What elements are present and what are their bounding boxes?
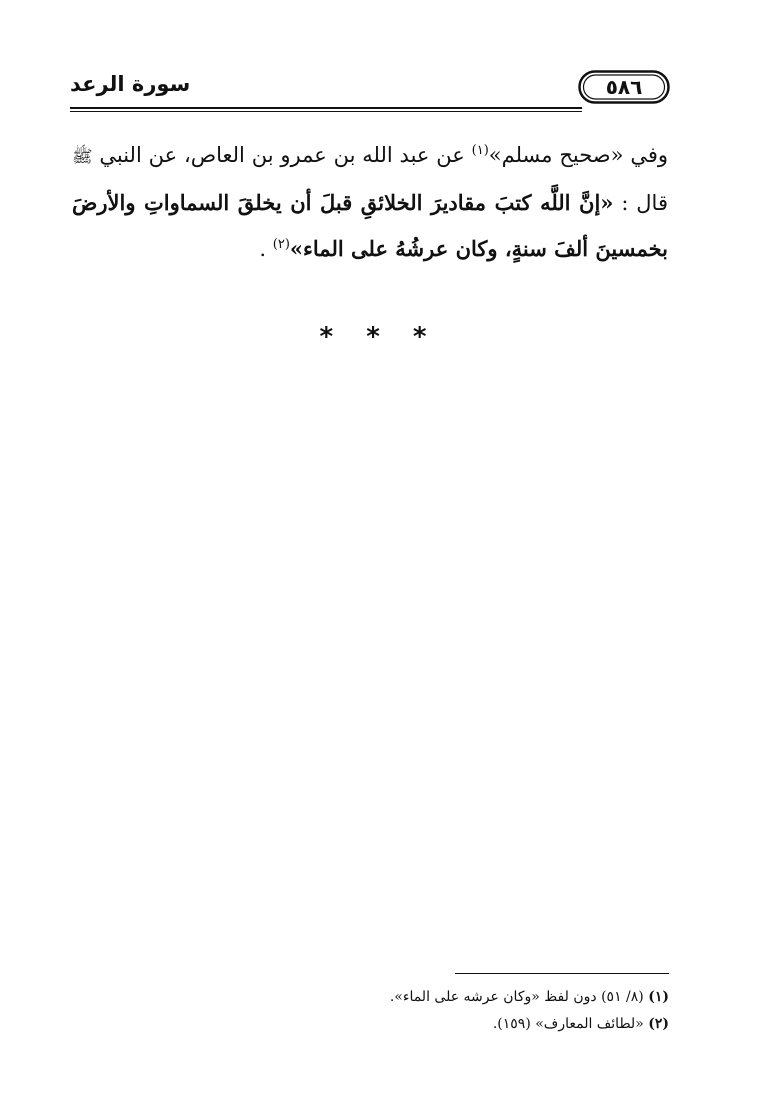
footnote-rule [455, 973, 669, 974]
footnote-number: (٢) [648, 1016, 669, 1032]
footnote-number: (١) [648, 989, 669, 1005]
page-number-badge [578, 70, 670, 104]
footnote-text: «لطائف المعارف» (١٥٩). [492, 1016, 649, 1032]
surah-title: سورة الرعد [70, 72, 191, 96]
hadith-paragraph [72, 132, 668, 272]
footnote-ref-2: (٢) [272, 237, 290, 252]
footnote-text: (٨/ ٥١) دون لفظ «وكان عرشه على الماء». [389, 989, 649, 1005]
honorific-icon: ﷺ [72, 147, 93, 167]
footnote-1 [300, 984, 669, 1011]
footnote-ref-1: (١) [471, 143, 489, 158]
narration-text: عن عبد الله بن عمرو بن العاص، عن النبي [92, 143, 472, 167]
said-text: قال : [613, 191, 668, 215]
end-mark: . [259, 237, 273, 261]
header-rule [70, 107, 582, 109]
hadith-text: «إنَّ اللَّه كتبَ مقاديرَ الخلائقِ قبلَ أن يخلقَ السماواتِ والأرضَ بخمسينَ ألفَ سنةٍ، وكان عرشُهُ على الماء» [72, 190, 668, 261]
page-number: ٥٨٦ [605, 75, 643, 99]
main-text [72, 132, 668, 272]
intro-text: وفي «صحيح مسلم» [488, 143, 668, 167]
asterism-separator: * * * [319, 322, 439, 352]
page-header [70, 66, 670, 110]
footnote-2 [300, 1011, 669, 1038]
footnotes [300, 984, 669, 1038]
header-rule-thin [70, 111, 582, 112]
